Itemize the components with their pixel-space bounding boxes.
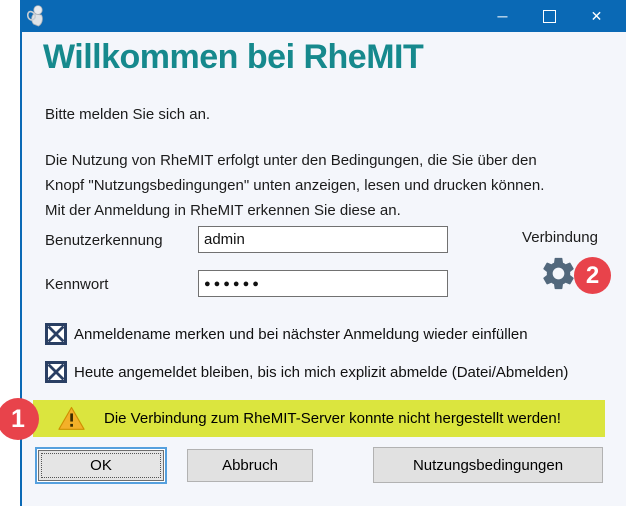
annotation-badge-1: 1 — [0, 398, 39, 440]
checked-checkbox-icon — [45, 361, 67, 383]
terms-of-use-button[interactable]: Nutzungsbedingungen — [373, 447, 603, 483]
annotation-badge-2: 2 — [574, 257, 611, 294]
ok-button-focus-ring — [35, 447, 167, 484]
cancel-button[interactable]: Abbruch — [187, 449, 313, 482]
connection-settings-button[interactable] — [539, 254, 578, 293]
username-label: Benutzerkennung — [45, 232, 163, 249]
minimize-icon: ─ — [497, 8, 508, 24]
gear-icon — [539, 254, 578, 293]
connection-error-banner — [33, 400, 605, 437]
checkbox-label: Anmeldename merken und bei nächster Anmeldung wieder einfüllen — [74, 325, 528, 343]
checkbox-stay-logged-in[interactable] — [45, 361, 568, 383]
checkbox-remember-username[interactable] — [45, 323, 528, 345]
warning-triangle-icon — [58, 406, 85, 431]
login-subtitle: Bitte melden Sie sich an. — [45, 106, 211, 123]
checked-checkbox-icon — [45, 323, 67, 345]
maximize-button[interactable] — [526, 0, 573, 32]
login-dialog — [20, 32, 626, 506]
password-input[interactable] — [198, 270, 448, 297]
close-icon: ✕ — [590, 7, 603, 24]
maximize-icon — [543, 10, 556, 23]
checkbox-label: Heute angemeldet bleiben, bis ich mich explizit abmelde (Datei/Abmelden) — [74, 363, 569, 381]
password-label: Kennwort — [45, 276, 109, 293]
app-window-icon — [25, 4, 48, 28]
connection-label: Verbindung — [522, 229, 598, 246]
ok-button[interactable]: OK — [38, 450, 164, 481]
window-controls — [479, 0, 620, 32]
username-input[interactable] — [198, 226, 448, 253]
window-titlebar[interactable] — [20, 0, 626, 32]
terms-paragraph: Die Nutzung von RheMIT erfolgt unter den Bedingungen, die Sie über den Knopf "Nutzungsbedingungen" unten anzeigen, lesen und drucken können. Mit der Anmeldung in RheMIT erkennen Sie diese an. — [45, 152, 545, 219]
minimize-button[interactable] — [479, 0, 526, 32]
error-message: Die Verbindung zum RheMIT-Server konnte nicht hergestellt werden! — [104, 410, 561, 427]
page-title: Willkommen bei RheMIT — [43, 38, 424, 76]
close-button[interactable] — [573, 0, 620, 32]
